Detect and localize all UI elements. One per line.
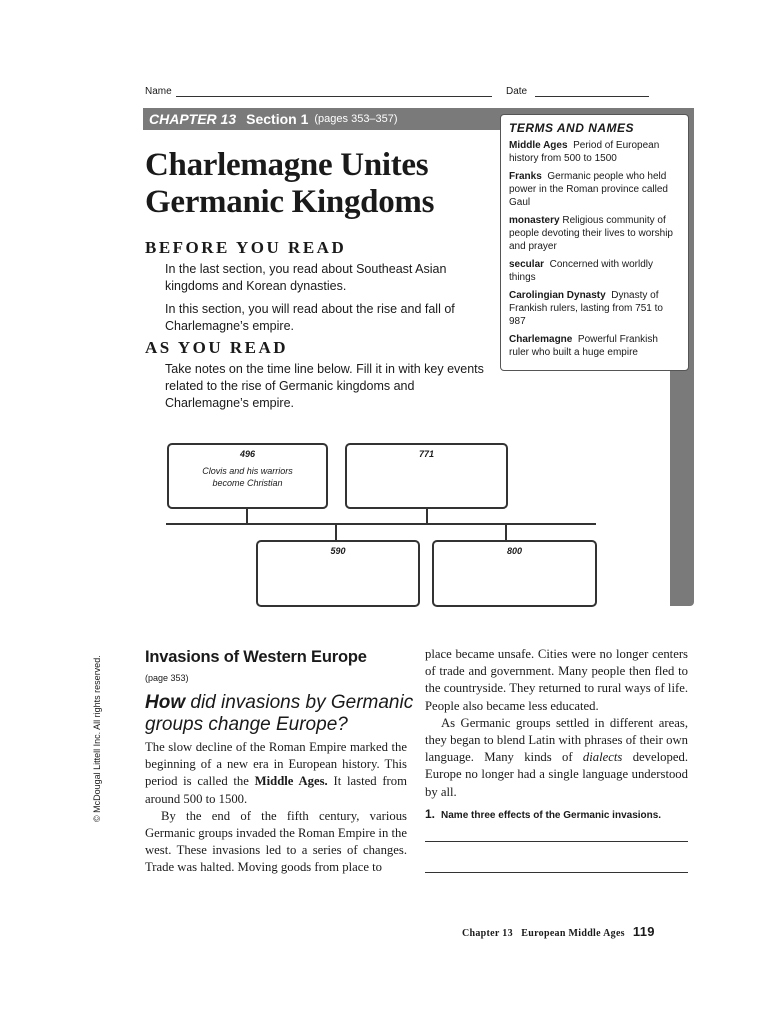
page-number: 119 [632, 924, 655, 939]
section-number: Section 1 [246, 111, 309, 127]
chapter-number: CHAPTER 13 [149, 111, 237, 127]
term-name: Franks [509, 171, 542, 182]
term-definition: Germanic people who held power in the Roman province called Gaul [509, 171, 668, 208]
timeline [160, 440, 600, 610]
term-name: secular [509, 259, 545, 270]
left-paragraph-2: By the end of the fifth century, various Germanic groups invaded the Roman Empire in the west. These invasions led to a series of changes. Trade was halted. Moving goods from place to [145, 808, 407, 875]
timeline-year: 771 [418, 449, 435, 459]
term-name: Carolingian Dynasty [509, 290, 606, 301]
left-paragraph-1 [145, 739, 407, 808]
timeline-tick [505, 525, 507, 540]
title-line-2: Germanic Kingdoms [145, 184, 435, 220]
page-footer [462, 924, 655, 939]
term-franks [509, 170, 680, 209]
right-paragraph-1: place became unsafe. Cities were no longer centers of trade and government. Many people then fled to the countryside. They returned to rural ways of life. People also became less educated. [425, 647, 688, 713]
before-you-read-p2: In this section, you will read about the rise and fall of Charlemagne’s empire. [165, 302, 455, 333]
term-name: Middle Ages [509, 140, 568, 151]
as-you-read-text: Take notes on the time line below. Fill it in with key events related to the rise of Germanic kingdoms and Charlemagne’s empire. [165, 362, 484, 410]
timeline-tick [426, 509, 428, 524]
timeline-note-line: become Christian [212, 478, 283, 488]
term-definition: Concerned with worldly things [509, 259, 653, 283]
text-run: It lasted from around 500 to 1500. [145, 774, 407, 806]
date-label: Date [506, 86, 528, 97]
terms-title: TERMS AND NAMES [509, 121, 635, 135]
before-you-read-p1: In the last section, you read about Southeast Asian kingdoms and Korean dynasties. [165, 262, 447, 293]
page-title [145, 147, 434, 221]
term-definition: Dynasty of Frankish rulers, lasting from 751 to 987 [509, 290, 663, 327]
question-1 [425, 807, 661, 821]
timeline-tick [335, 525, 337, 540]
timeline-box-496[interactable] [167, 443, 328, 509]
key-term: Middle Ages. [254, 774, 328, 789]
left-column-text [145, 739, 407, 877]
right-column-text [425, 646, 688, 801]
as-you-read-heading: AS YOU READ [145, 338, 289, 357]
invasions-heading: Invasions of Western Europe [145, 648, 367, 666]
term-definition: Period of European history from 500 to 1500 [509, 140, 660, 164]
timeline-year: 800 [506, 546, 523, 556]
term-definition: Religious community of people devoting their lives to worship and prayer [509, 215, 673, 252]
question-text: groups change Europe? [145, 714, 348, 735]
term-monastery [509, 214, 680, 253]
timeline-note [169, 465, 326, 489]
term-name: Charlemagne [509, 334, 573, 345]
term-secular [509, 258, 680, 284]
name-label: Name [145, 86, 172, 97]
timeline-box-800[interactable] [432, 540, 597, 607]
text-run: As Germanic groups settled in different areas, they began to blend Latin with phrases of their own language. Many kinds of [425, 715, 688, 765]
term-name: monastery [509, 215, 560, 226]
timeline-year: 590 [330, 546, 346, 556]
timeline-year: 496 [239, 449, 256, 459]
answer-line[interactable] [425, 841, 688, 842]
text-run: developed. Europe no longer had a single language understood by all. [425, 750, 689, 799]
answer-line[interactable] [425, 872, 688, 873]
term-definition: Powerful Frankish ruler who built a huge empire [509, 334, 658, 358]
name-field-line[interactable] [176, 96, 492, 97]
invasions-page-ref: (page 353) [145, 673, 189, 683]
terms-and-names-box [500, 114, 689, 371]
question-keyword: How [145, 692, 186, 713]
question-1-text: Name three effects of the Germanic invasions. [441, 810, 662, 821]
section-pages: (pages 353–357) [314, 113, 398, 125]
term-carolingian-dynasty [509, 289, 680, 328]
italic-term: dialects [582, 750, 623, 765]
guiding-question [145, 692, 415, 736]
title-line-1: Charlemagne Unites [145, 147, 429, 183]
date-field-line[interactable] [535, 96, 649, 97]
term-middle-ages [509, 139, 680, 165]
timeline-axis [166, 523, 596, 525]
before-you-read-text [165, 261, 470, 335]
right-paragraph-2 [425, 715, 688, 801]
timeline-note-line: Clovis and his warriors [202, 466, 293, 476]
before-you-read-heading: BEFORE YOU READ [145, 238, 347, 257]
footer-chapter: Chapter 13 European Middle Ages [462, 928, 625, 939]
question-number: 1. [425, 807, 436, 821]
timeline-box-771[interactable] [345, 443, 508, 509]
copyright-notice: © McDougal Littell Inc. All rights reserved. [92, 655, 102, 822]
timeline-tick [246, 509, 248, 524]
text-run: The slow decline of the Roman Empire marked the beginning of a new era in European history. This period is called the [145, 740, 407, 789]
timeline-box-590[interactable] [256, 540, 420, 607]
question-text: did invasions by Germanic [185, 692, 414, 713]
term-charlemagne [509, 333, 680, 359]
